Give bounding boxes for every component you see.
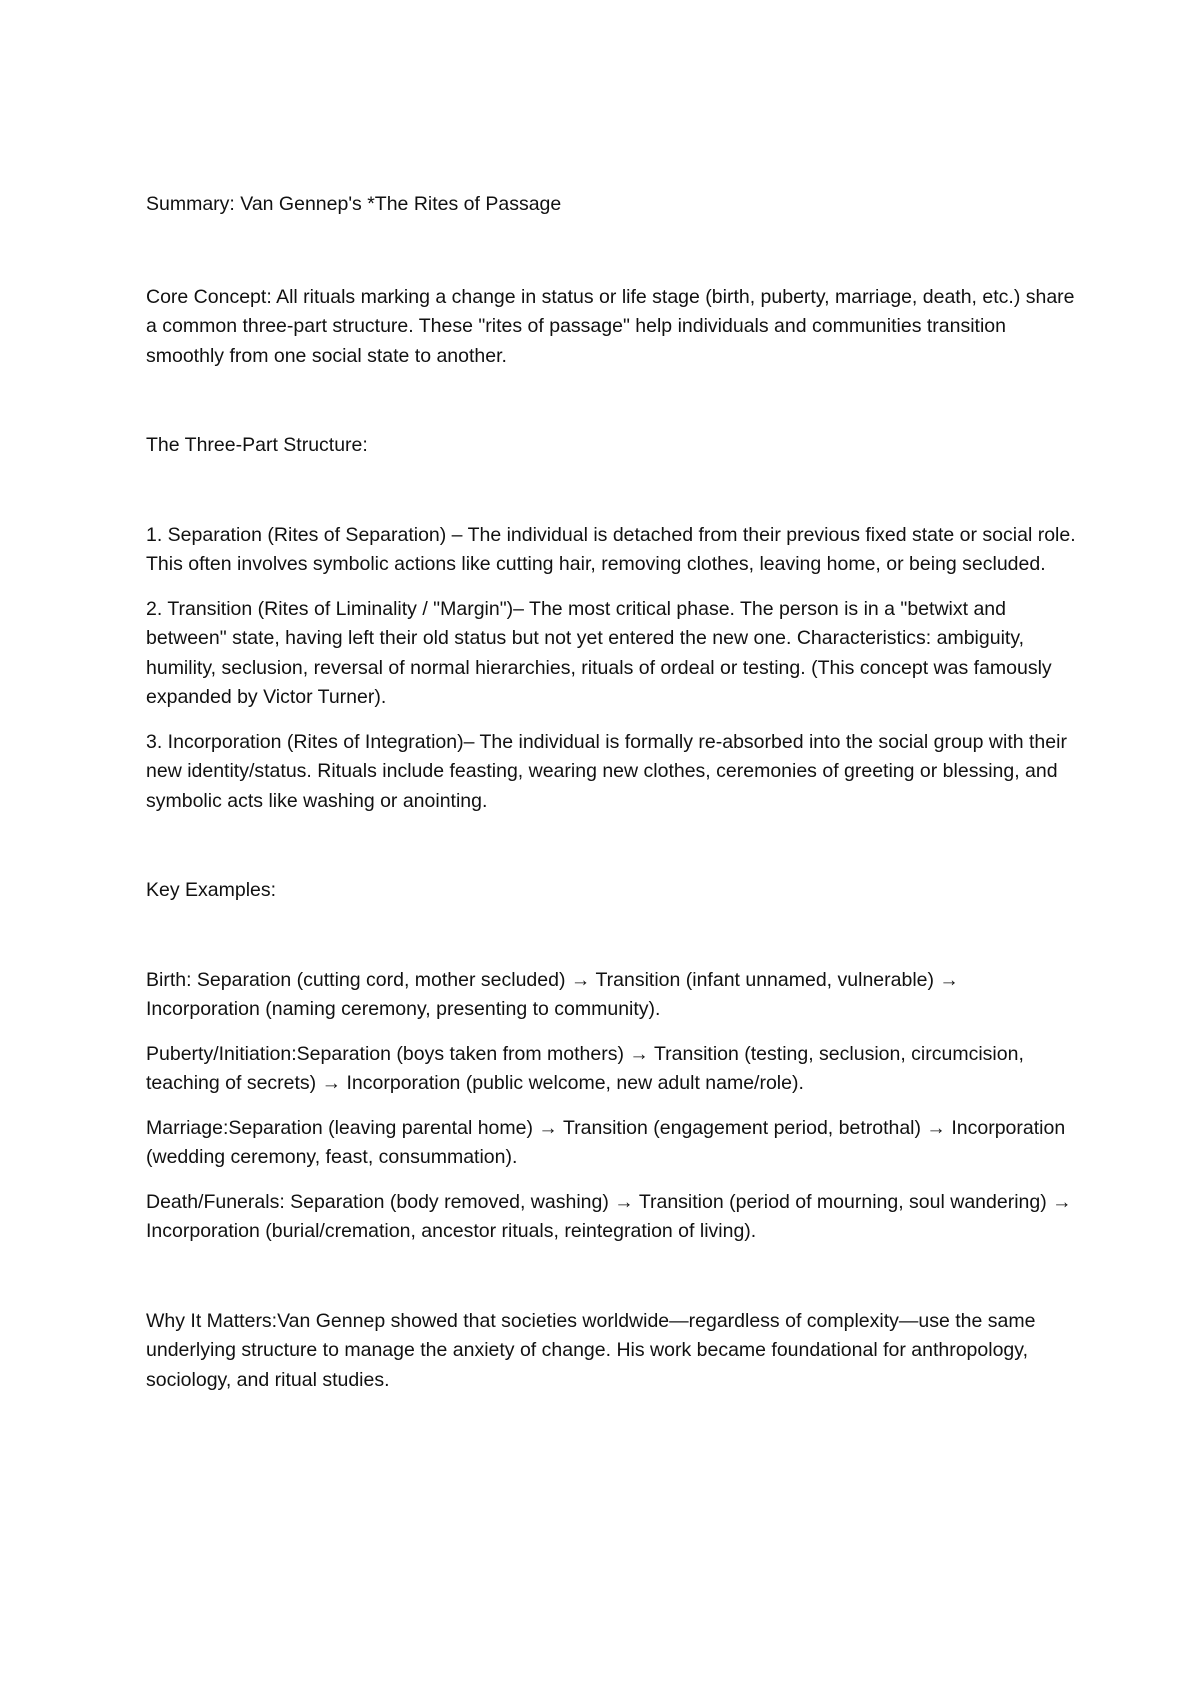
structure-heading: The Three-Part Structure: [146,434,368,456]
structure-item-transition: 2. Transition (Rites of Liminality / "Margin")– The most critical phase. The person is in a "betwixt and between" state, having left their old status but not yet entered the new one. Characteristics: ambiguity, humility, seclusion, reversal of normal hierarchies, rituals of ordeal or testing. (This concept was famously expanded by Victor Turner). [146,597,1052,708]
document-title: Summary: Van Gennep's *The Rites of Passage [146,193,562,215]
core-concept-paragraph: Core Concept: All rituals marking a change in status or life stage (birth, puberty, marriage, death, etc.) share a common three-part structure. These "rites of passage" help individuals and communities transition smoothly from one social state to another. [146,285,1075,367]
document-body [146,190,1076,1395]
example-death: Death/Funerals: Separation (body removed, washing) → Transition (period of mourning, soul wandering) → Incorporation (burial/cremation, ancestor rituals, reintegration of living). [146,1190,1072,1242]
structure-item-incorporation: 3. Incorporation (Rites of Integration)– The individual is formally re-absorbed into the social group with their new identity/status. Rituals include feasting, wearing new clothes, ceremonies of greeting or blessing, and symbolic acts like washing or anointing. [146,730,1067,812]
example-puberty: Puberty/Initiation:Separation (boys taken from mothers) → Transition (testing, seclusion, circumcision, teaching of secrets) → Incorporation (public welcome, new adult name/role). [146,1042,1024,1094]
why-it-matters-paragraph: Why It Matters:Van Gennep showed that societies worldwide—regardless of complexity—use the same underlying structure to manage the anxiety of change. His work became foundational for anthropology, sociology, and ritual studies. [146,1309,1036,1391]
example-marriage: Marriage:Separation (leaving parental home) → Transition (engagement period, betrothal) → Incorporation (wedding ceremony, feast, consummation). [146,1116,1066,1168]
structure-item-separation: 1. Separation (Rites of Separation) – The individual is detached from their previous fixed state or social role. This often involves symbolic actions like cutting hair, removing clothes, leaving home, or being secluded. [146,523,1076,575]
example-birth: Birth: Separation (cutting cord, mother secluded) → Transition (infant unnamed, vulnerable) → Incorporation (naming ceremony, presenting to community). [146,968,959,1020]
structure-list [146,521,1076,817]
examples-list [146,966,1076,1247]
examples-heading: Key Examples: [146,879,277,901]
